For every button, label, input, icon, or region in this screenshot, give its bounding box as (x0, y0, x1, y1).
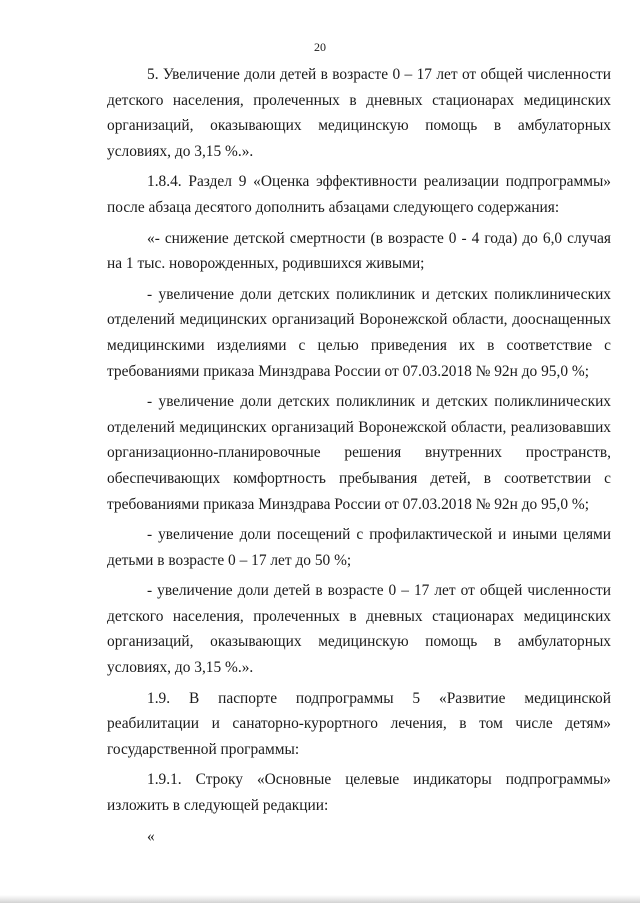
paragraph-section-1-9-1: 1.9.1. Строку «Основные целевые индикаторы подпрограммы» изложить в следующей редакции: (107, 771, 611, 815)
paragraph-day-hospitals: - увеличение доли детей в возрасте 0 – 17 лет от общей численности детского населения, пролеченных в дневных стационарах медицинских организаций, оказывающих медицинскую помощь в амбулаторных условиях, до 3,15 %.». (107, 582, 611, 677)
paragraph-equipped-polyclinics: - увеличение доли детских поликлиник и детских поликлинических отделений медицинских организаций Воронежской области, дооснащенных медицинскими изделиями с целью приведения их в соответствие с требованиями приказа Минздрава России от 07.03.2018 № 92н до 95,0 %; (107, 285, 611, 380)
paragraph-section-1-8-4: 1.8.4. Раздел 9 «Оценка эффективности реализации подпрограммы» после абзаца десятого дополнить абзацами следующего содержания: (107, 173, 611, 216)
paragraph-child-mortality: «- снижение детской смертности (в возрасте 0 - 4 года) до 6,0 случая на 1 тыс. новорожденных, родившихся живыми; (107, 229, 611, 273)
paragraph-section-1-9: 1.9. В паспорте подпрограммы 5 «Развитие медицинской реабилитации и санаторно-курортного лечения, в том числе детям» государственной программы: (107, 689, 611, 758)
paragraph-item-5-indicator: 5. Увеличение доли детей в возрасте 0 – 17 лет от общей численности детского населения, пролеченных в дневных стационарах медицинских организаций, оказывающих медицинскую помощь в амбулаторных условиях, до 3,15 %.». (107, 66, 611, 160)
document-body (107, 62, 611, 849)
paragraph-opening-quote: « (147, 827, 155, 845)
paragraph-preventive-visits: - увеличение доли посещений с профилактической и иными целями детьми в возрасте 0 – 17 лет до 50 %; (107, 526, 611, 569)
paragraph-planning-solutions: - увеличение доли детских поликлиник и детских поликлинических отделений медицинских организаций Воронежской области, реализовавших организационно-планировочные решения внутренних пространств, обеспечивающих комфортность пребывания детей, в соответствии с требованиями приказа Минздрава России от 07.03.2018 № 92н до 95,0 %; (107, 393, 611, 513)
page-number: 20 (314, 40, 326, 54)
page-bottom-edge (0, 895, 640, 903)
